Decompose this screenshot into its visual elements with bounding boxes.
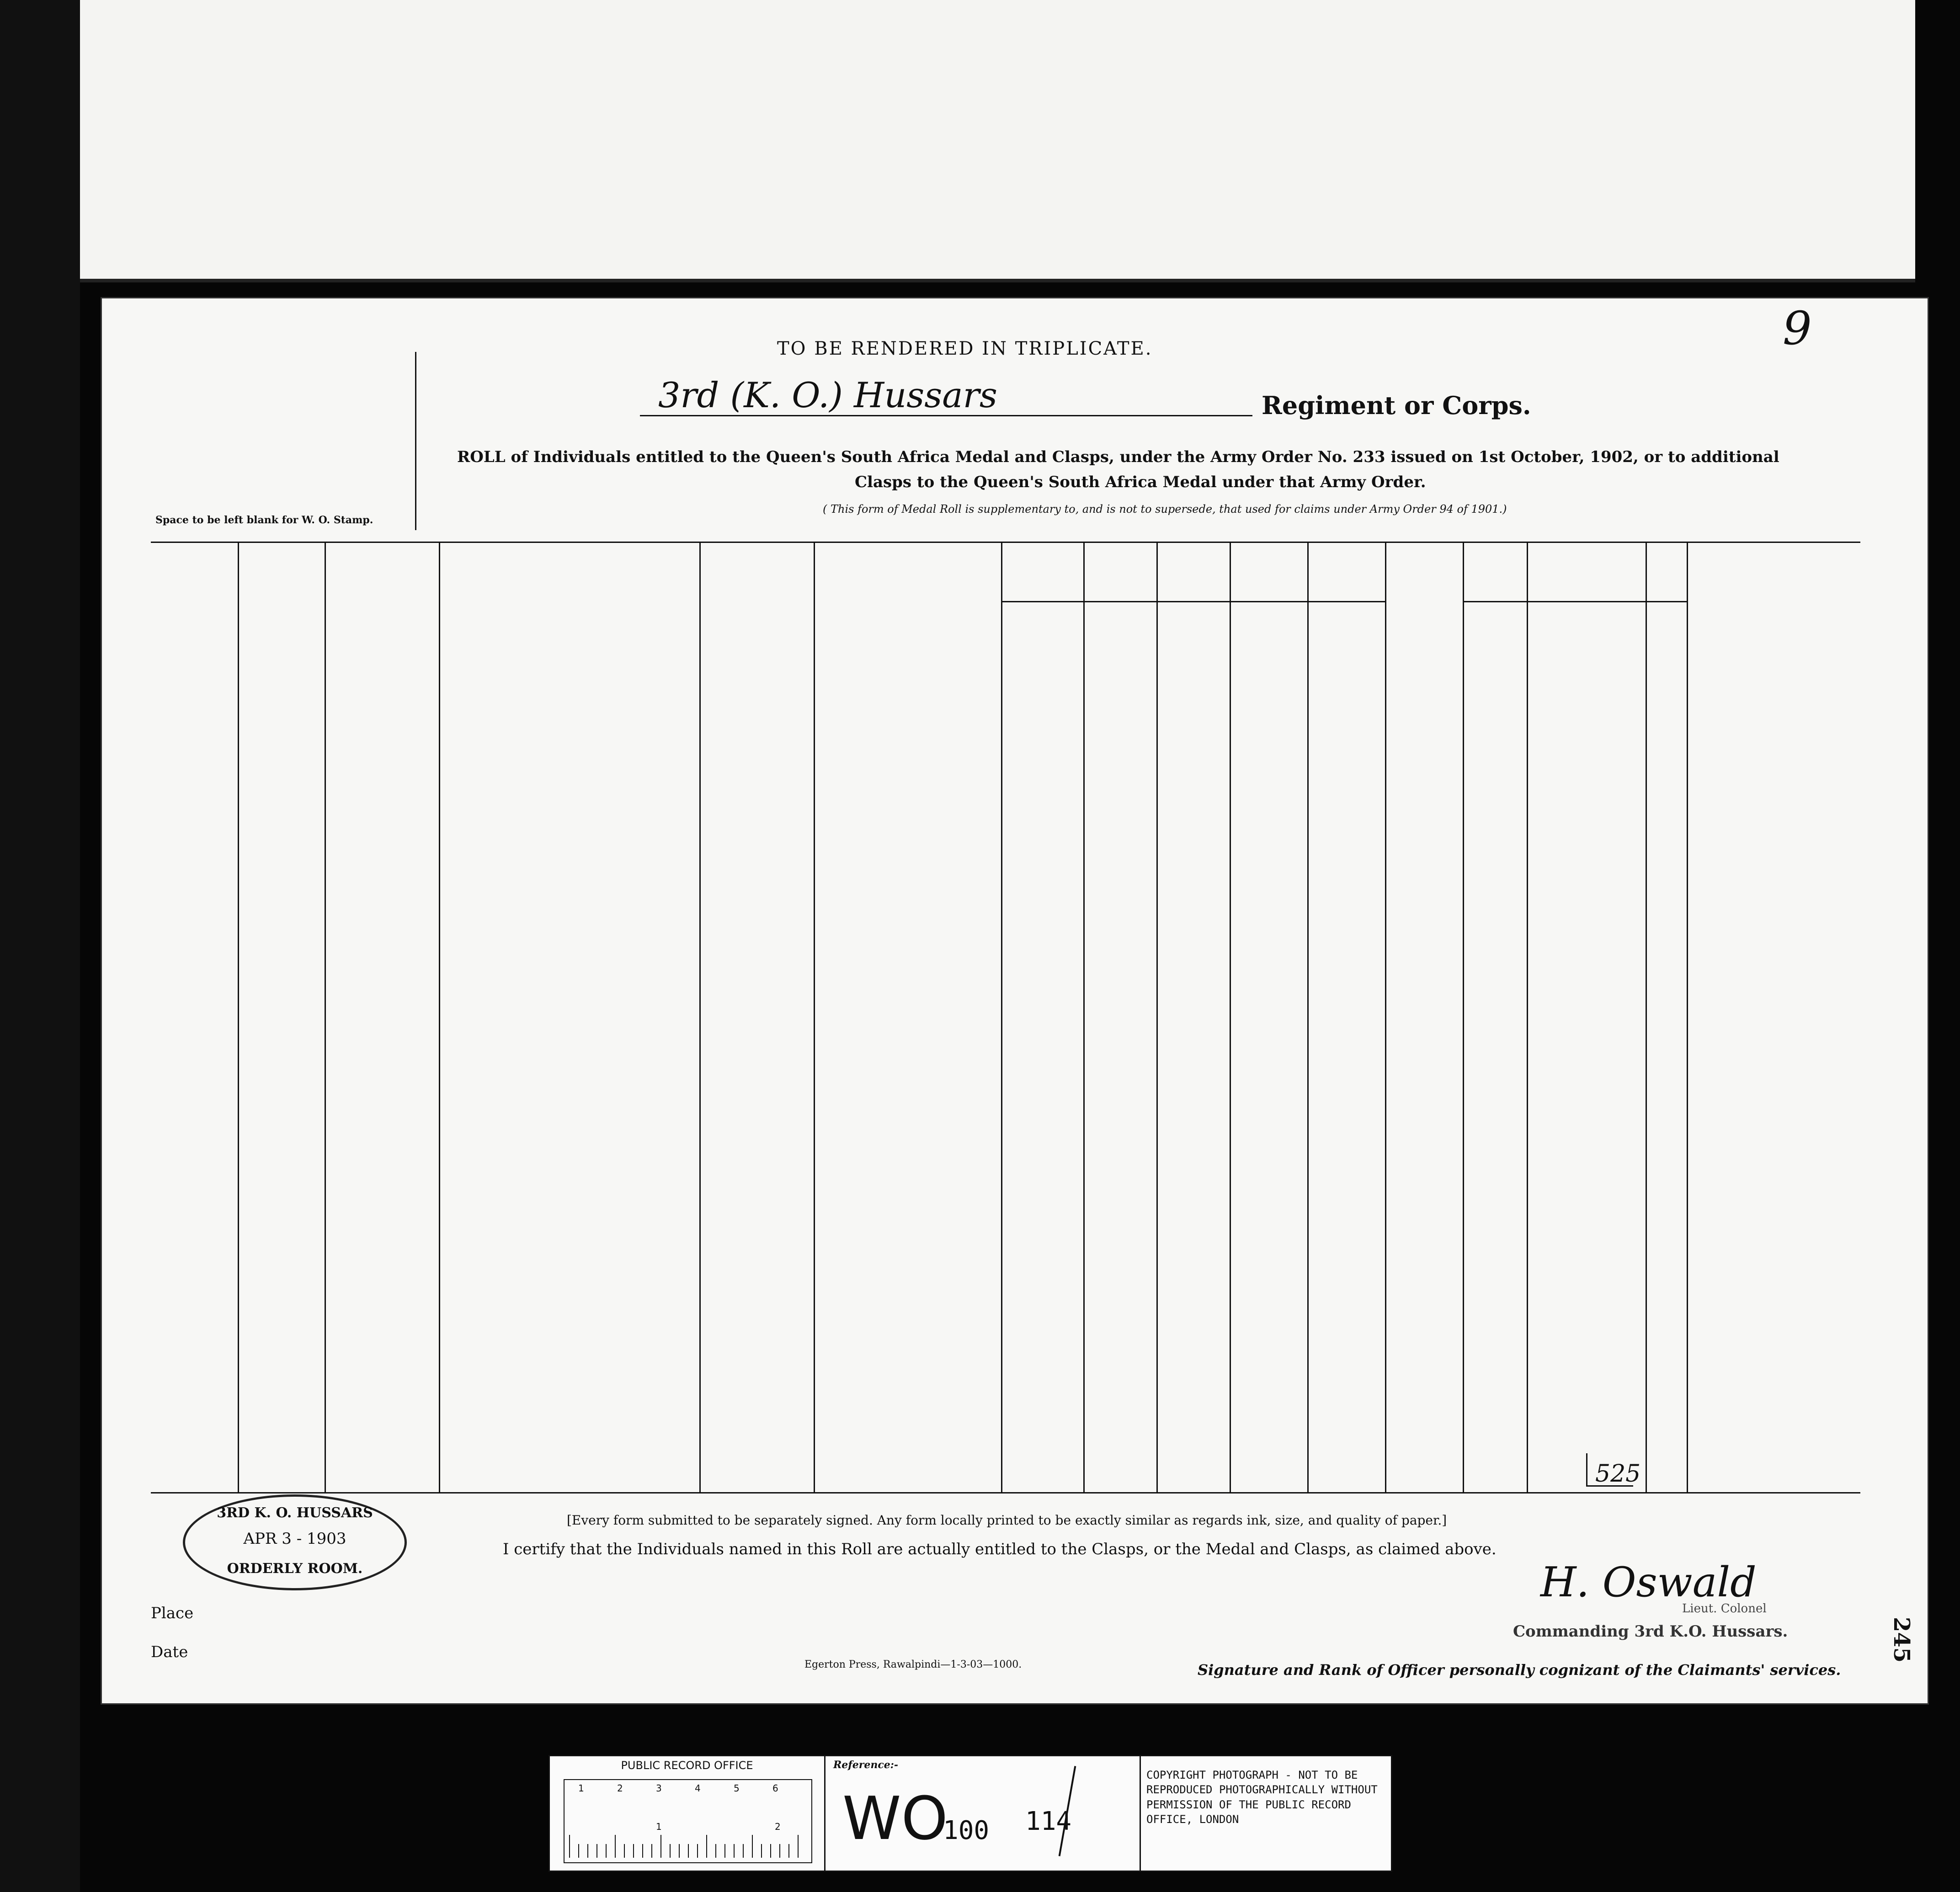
ruler-tick	[578, 1844, 579, 1858]
regiment-name: 3rd (K. O.) Hussars	[658, 375, 997, 415]
pro-box	[550, 1756, 826, 1871]
ruler-tick	[670, 1844, 671, 1858]
reference-box	[829, 1756, 1141, 1871]
column-rule	[1646, 542, 1647, 1492]
table-bottom-rule	[151, 1492, 1860, 1493]
regiment-label: Regiment or Corps.	[1262, 391, 1531, 420]
column-rule	[1527, 542, 1528, 1492]
ruler-tick	[633, 1844, 634, 1858]
ruler-tick	[660, 1835, 661, 1858]
ruler-tick-label: 1	[578, 1783, 584, 1794]
stamp-date: APR 3 - 1903	[243, 1530, 346, 1548]
item-number: 114	[1025, 1807, 1072, 1836]
signature-rank-label: Signature and Rank of Officer personally cognizant of the Claimants' services.	[1198, 1661, 1841, 1679]
date-label: Date	[151, 1643, 188, 1661]
column-rule	[699, 542, 701, 1492]
roll-description-line2: Clasps to the Queen's South Africa Medal under that Army Order.	[855, 473, 1426, 491]
ruler-tick	[752, 1835, 753, 1858]
column-rule	[1463, 542, 1464, 1492]
column-rule	[1687, 542, 1688, 1492]
roll-description-line1: ROLL of Individuals entitled to the Queen's South Africa Medal and Clasps, under the Army Order No. 233 issued on 1st October, 1902, or to additional	[457, 448, 1779, 466]
column-rule	[1156, 542, 1158, 1492]
ruler-tick	[688, 1844, 689, 1858]
column-rule	[1230, 542, 1231, 1492]
ruler-tick	[615, 1835, 616, 1858]
column-rule	[238, 542, 239, 1492]
ruler-tick	[788, 1844, 789, 1858]
copyright-notice: COPYRIGHT PHOTOGRAPH - NOT TO BE REPRODUCED PHOTOGRAPHICALLY WITHOUT PERMISSION OF THE PUBLIC RECORD OFFICE, LONDON	[1146, 1769, 1378, 1826]
ruler-tick	[734, 1844, 735, 1858]
stamp-space-divider	[415, 352, 416, 530]
stamp-regiment: 3RD K. O. HUSSARS	[217, 1505, 373, 1521]
ruler-tick-label: 2	[775, 1821, 781, 1832]
form-note: [Every form submitted to be separately signed. Any form locally printed to be exactly similar as regards ink, size, and quality of paper.]	[567, 1513, 1447, 1528]
ruler-tick	[798, 1835, 799, 1858]
scan-border-left	[0, 0, 80, 1892]
ruler-tick	[679, 1844, 680, 1858]
column-rule	[325, 542, 326, 1492]
ruler-tick	[743, 1844, 744, 1858]
regiment-underline	[640, 415, 1252, 416]
wo-stamp-space-label: Space to be left blank for W. O. Stamp.	[155, 514, 373, 526]
column-rule	[1001, 542, 1002, 1492]
roll-description-note: ( This form of Medal Roll is supplementary to, and is not to supersede, that used for claims under Army Order 94 of 1901.)	[823, 503, 1507, 516]
commanding-stamp: Commanding 3rd K.O. Hussars.	[1513, 1622, 1788, 1641]
orderly-room-stamp	[183, 1494, 407, 1590]
ruler-tick	[587, 1844, 588, 1858]
ruler-tick	[624, 1844, 625, 1858]
column-rule	[814, 542, 815, 1492]
ruler-tick	[706, 1835, 707, 1858]
place-label: Place	[151, 1604, 194, 1622]
corps-subrule	[1463, 601, 1687, 602]
reference-label: Reference:-	[833, 1759, 898, 1771]
ruler-tick	[697, 1844, 698, 1858]
column-rule	[1083, 542, 1085, 1492]
column-rule	[1307, 542, 1309, 1492]
medal-roll-page	[101, 297, 1929, 1705]
folio-number: 245	[1889, 1616, 1915, 1663]
table-top-rule	[151, 542, 1860, 543]
regl-total: 525	[1595, 1460, 1641, 1488]
previous-page-edge	[80, 0, 1915, 282]
ruler-tick-label: 4	[695, 1783, 701, 1794]
scale-ruler	[564, 1779, 812, 1863]
ruler-tick	[606, 1844, 607, 1858]
ruler-tick-label: 1	[656, 1821, 662, 1832]
ruler-tick	[651, 1844, 652, 1858]
triplicate-heading: TO BE RENDERED IN TRIPLICATE.	[777, 338, 1153, 359]
piece-number: 100	[943, 1816, 990, 1845]
officer-signature: H. Oswald	[1540, 1558, 1757, 1606]
ruler-tick	[569, 1835, 570, 1858]
ruler-tick	[779, 1844, 780, 1858]
officer-rank: Lieut. Colonel	[1682, 1602, 1767, 1616]
page-number: 9	[1783, 302, 1812, 355]
stamp-orderly-room: ORDERLY ROOM.	[227, 1561, 363, 1577]
ruler-tick	[715, 1844, 716, 1858]
pro-title: PUBLIC RECORD OFFICE	[621, 1759, 753, 1772]
ruler-tick	[761, 1844, 762, 1858]
column-rule	[1385, 542, 1386, 1492]
printer-imprint: Egerton Press, Rawalpindi—1-3-03—1000.	[804, 1659, 1022, 1670]
certification: I certify that the Individuals named in this Roll are actually entitled to the Clasps, or the Medal and Clasps, as claimed above.	[503, 1540, 1497, 1558]
ruler-tick-label: 5	[734, 1783, 740, 1794]
ruler-tick	[642, 1844, 643, 1858]
colony-subrule	[1001, 601, 1234, 602]
series-code: WO	[842, 1784, 948, 1853]
ruler-tick-label: 6	[772, 1783, 778, 1794]
column-rule	[439, 542, 440, 1492]
ruler-tick	[724, 1844, 725, 1858]
ruler-tick-label: 2	[617, 1783, 623, 1794]
ruler-tick	[770, 1844, 771, 1858]
ruler-tick-label: 3	[656, 1783, 662, 1794]
reference-strip	[549, 1755, 1392, 1872]
